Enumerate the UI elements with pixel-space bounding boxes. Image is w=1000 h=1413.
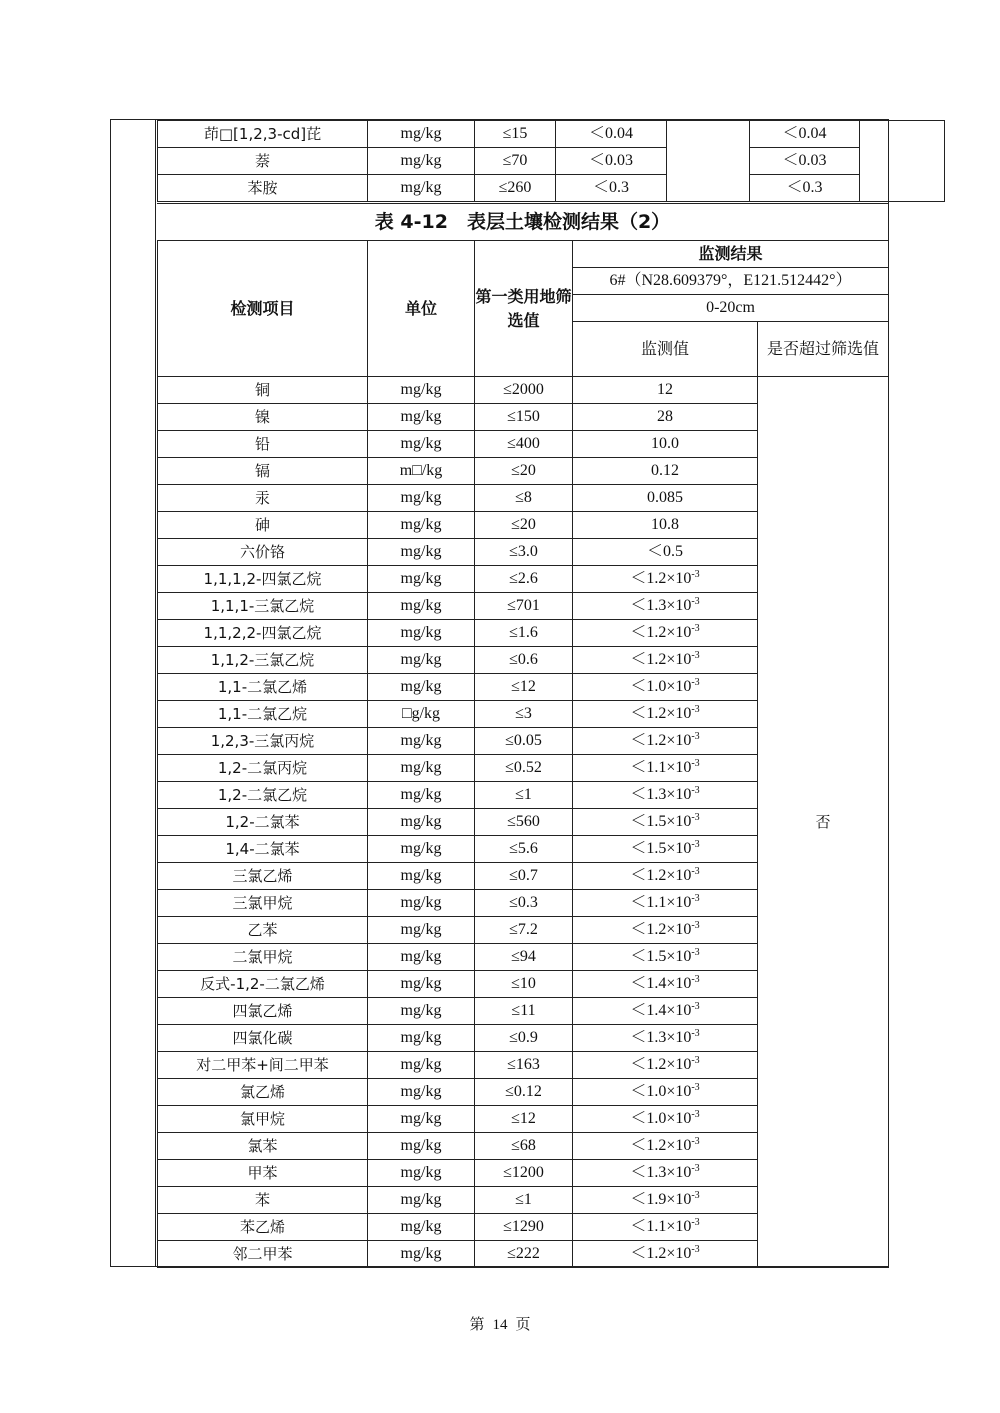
empty-cell [667, 121, 750, 202]
value-exponent: -3 [691, 1001, 700, 1012]
value-text: ＜1.0×10 [630, 1083, 692, 1100]
value-exponent: -3 [691, 569, 700, 580]
unit-cell: mg/kg [368, 1079, 475, 1106]
value-text: ＜1.2×10 [630, 651, 692, 668]
unit-cell: mg/kg [368, 674, 475, 701]
limit-cell: ≤20 [475, 512, 573, 539]
value-text: 10.8 [651, 516, 679, 533]
limit-cell: ≤11 [475, 998, 573, 1025]
unit-cell: mg/kg [368, 593, 475, 620]
value-cell [573, 836, 758, 863]
value-exponent: -3 [691, 974, 700, 985]
value-cell [573, 782, 758, 809]
value-exponent: -3 [691, 893, 700, 904]
unit-cell: mg/kg [368, 539, 475, 566]
item-cell: 甲苯 [158, 1160, 368, 1187]
limit-cell: ≤1.6 [475, 620, 573, 647]
unit-cell: mg/kg [368, 1106, 475, 1133]
item-cell: 1,1,2-三氯乙烷 [158, 647, 368, 674]
limit-cell: ≤0.05 [475, 728, 573, 755]
value-cell [573, 431, 758, 458]
value-cell [573, 512, 758, 539]
item-cell: 乙苯 [158, 917, 368, 944]
item-cell: 苯乙烯 [158, 1214, 368, 1241]
value-text: ＜1.5×10 [630, 813, 692, 830]
value-exponent: -3 [691, 677, 700, 688]
limit-cell: ≤1 [475, 1187, 573, 1214]
value-text: ＜1.4×10 [630, 1002, 692, 1019]
value-text: ＜1.2×10 [630, 1056, 692, 1073]
limit-cell: ≤0.6 [475, 647, 573, 674]
value-text: ＜1.3×10 [630, 1029, 692, 1046]
value-cell [573, 1160, 758, 1187]
unit-cell: m□/kg [368, 458, 475, 485]
value-cell: ＜0.03 [556, 148, 667, 175]
value-text: ＜1.2×10 [630, 921, 692, 938]
value-cell: ＜0.03 [750, 148, 860, 175]
limit-cell: ≤68 [475, 1133, 573, 1160]
value-text: 0.12 [651, 462, 679, 479]
unit-cell: mg/kg [368, 485, 475, 512]
limit-cell: ≤12 [475, 1106, 573, 1133]
unit-cell: mg/kg [368, 998, 475, 1025]
header-limit: 第一类用地筛选值 [475, 241, 573, 377]
unit-cell: mg/kg [368, 917, 475, 944]
unit-cell: mg/kg [368, 836, 475, 863]
item-cell: 氯甲烷 [158, 1106, 368, 1133]
limit-cell: ≤150 [475, 404, 573, 431]
value-cell [573, 944, 758, 971]
unit-cell: mg/kg [368, 1052, 475, 1079]
value-cell [573, 998, 758, 1025]
unit-cell: mg/kg [368, 566, 475, 593]
value-cell [573, 1214, 758, 1241]
value-exponent: -3 [691, 812, 700, 823]
limit-cell: ≤3.0 [475, 539, 573, 566]
item-cell: 镍 [158, 404, 368, 431]
value-exponent: -3 [691, 785, 700, 796]
limit-cell: ≤701 [475, 593, 573, 620]
value-cell [573, 728, 758, 755]
value-exponent: -3 [691, 947, 700, 958]
limit-cell: ≤94 [475, 944, 573, 971]
value-text: 12 [657, 381, 673, 398]
table-row [158, 121, 945, 148]
value-exponent: -3 [691, 623, 700, 634]
value-cell [573, 539, 758, 566]
value-exponent: -3 [691, 1109, 700, 1120]
item-cell: 氯苯 [158, 1133, 368, 1160]
unit-cell: mg/kg [368, 1160, 475, 1187]
item-cell: 二氯甲烷 [158, 944, 368, 971]
continued-table [157, 120, 945, 202]
value-exponent: -3 [691, 1136, 700, 1147]
header-item: 检测项目 [158, 241, 368, 377]
unit-cell: mg/kg [368, 121, 475, 148]
item-cell: 苯胺 [158, 175, 368, 202]
value-cell [573, 458, 758, 485]
unit-cell: mg/kg [368, 431, 475, 458]
value-text: ＜1.2×10 [630, 705, 692, 722]
unit-cell: mg/kg [368, 971, 475, 998]
item-cell: 四氯化碳 [158, 1025, 368, 1052]
value-text: ＜1.2×10 [630, 624, 692, 641]
value-cell [573, 647, 758, 674]
item-cell: 萘 [158, 148, 368, 175]
value-exponent: -3 [691, 1028, 700, 1039]
value-text: ＜1.5×10 [630, 948, 692, 965]
value-exponent: -3 [691, 731, 700, 742]
unit-cell: mg/kg [368, 512, 475, 539]
value-text: 28 [657, 408, 673, 425]
value-cell [573, 674, 758, 701]
table-row [158, 377, 889, 404]
value-cell [573, 863, 758, 890]
value-text: ＜1.2×10 [630, 1245, 692, 1262]
limit-cell: ≤1 [475, 782, 573, 809]
value-text: ＜1.4×10 [630, 975, 692, 992]
value-exponent: -3 [691, 1163, 700, 1174]
value-exponent: -3 [691, 839, 700, 850]
limit-cell: ≤10 [475, 971, 573, 998]
limit-cell: ≤0.52 [475, 755, 573, 782]
limit-cell: ≤20 [475, 458, 573, 485]
unit-cell: mg/kg [368, 647, 475, 674]
value-cell [573, 1025, 758, 1052]
limit-cell: ≤0.7 [475, 863, 573, 890]
value-exponent: -3 [691, 866, 700, 877]
value-text: ＜1.2×10 [630, 570, 692, 587]
limit-cell: ≤70 [475, 148, 556, 175]
unit-cell: mg/kg [368, 404, 475, 431]
value-cell [573, 1187, 758, 1214]
limit-cell: ≤0.3 [475, 890, 573, 917]
value-exponent: -3 [691, 1190, 700, 1201]
table-row [158, 175, 945, 202]
unit-cell: mg/kg [368, 755, 475, 782]
item-cell: 1,1,1,2-四氯乙烷 [158, 566, 368, 593]
unit-cell: mg/kg [368, 728, 475, 755]
exceed-cell: 否 [758, 377, 889, 1268]
header-exceed: 是否超过筛选值 [758, 322, 889, 377]
header-value: 监测值 [573, 322, 758, 377]
unit-cell: mg/kg [368, 944, 475, 971]
unit-cell: mg/kg [368, 1025, 475, 1052]
item-cell: 汞 [158, 485, 368, 512]
item-cell: 邻二甲苯 [158, 1241, 368, 1268]
limit-cell: ≤400 [475, 431, 573, 458]
item-cell: 三氯乙烯 [158, 863, 368, 890]
item-cell: 苯 [158, 1187, 368, 1214]
limit-cell: ≤2000 [475, 377, 573, 404]
value-exponent: -3 [691, 650, 700, 661]
limit-cell: ≤1290 [475, 1214, 573, 1241]
value-cell [573, 1133, 758, 1160]
unit-cell: mg/kg [368, 377, 475, 404]
value-cell [573, 755, 758, 782]
value-cell [573, 404, 758, 431]
unit-cell: mg/kg [368, 1187, 475, 1214]
item-cell: 1,1,1-三氯乙烷 [158, 593, 368, 620]
limit-cell: ≤12 [475, 674, 573, 701]
item-cell: 1,4-二氯苯 [158, 836, 368, 863]
item-cell: 氯乙烯 [158, 1079, 368, 1106]
value-exponent: -3 [691, 1055, 700, 1066]
unit-cell: mg/kg [368, 890, 475, 917]
value-cell [573, 971, 758, 998]
unit-cell: mg/kg [368, 1241, 475, 1268]
unit-cell: mg/kg [368, 620, 475, 647]
unit-cell: mg/kg [368, 148, 475, 175]
unit-cell: mg/kg [368, 175, 475, 202]
value-text: ＜0.5 [646, 543, 683, 560]
value-cell [573, 620, 758, 647]
value-text: ＜1.2×10 [630, 867, 692, 884]
value-text: ＜1.3×10 [630, 597, 692, 614]
footer-prefix: 第 [469, 1317, 485, 1333]
table-row [158, 148, 945, 175]
page-number: 14 [492, 1317, 508, 1333]
results-table [157, 240, 889, 1268]
item-cell: 1,1,2,2-四氯乙烷 [158, 620, 368, 647]
limit-cell: ≤5.6 [475, 836, 573, 863]
item-cell: 四氯乙烯 [158, 998, 368, 1025]
value-cell [573, 1079, 758, 1106]
value-text: ＜1.0×10 [630, 678, 692, 695]
empty-cell [860, 121, 945, 202]
value-cell [573, 890, 758, 917]
value-text: ＜1.1×10 [630, 894, 692, 911]
item-cell: 1,1-二氯乙烷 [158, 701, 368, 728]
item-cell: 镉 [158, 458, 368, 485]
unit-cell: mg/kg [368, 1133, 475, 1160]
limit-cell: ≤0.12 [475, 1079, 573, 1106]
value-text: ＜1.2×10 [630, 732, 692, 749]
value-text: ＜1.1×10 [630, 1218, 692, 1235]
item-cell: 1,2,3-三氯丙烷 [158, 728, 368, 755]
limit-cell: ≤1200 [475, 1160, 573, 1187]
item-cell: 1,2-二氯苯 [158, 809, 368, 836]
header-point: 6#（N28.609379°，E121.512442°） [573, 268, 889, 295]
item-cell: 1,2-二氯乙烷 [158, 782, 368, 809]
value-text: ＜1.2×10 [630, 1137, 692, 1154]
value-text: ＜1.0×10 [630, 1110, 692, 1127]
item-cell: 铜 [158, 377, 368, 404]
limit-cell: ≤2.6 [475, 566, 573, 593]
value-cell: ＜0.3 [750, 175, 860, 202]
unit-cell: mg/kg [368, 1214, 475, 1241]
value-cell: ＜0.3 [556, 175, 667, 202]
item-cell: 砷 [158, 512, 368, 539]
footer-suffix: 页 [515, 1317, 531, 1333]
value-cell [573, 377, 758, 404]
value-text: ＜1.5×10 [630, 840, 692, 857]
value-cell: ＜0.04 [556, 121, 667, 148]
header-depth: 0-20cm [573, 295, 889, 322]
value-exponent: -3 [691, 920, 700, 931]
unit-cell: mg/kg [368, 782, 475, 809]
value-text: 0.085 [647, 489, 683, 506]
value-exponent: -3 [691, 596, 700, 607]
unit-cell: □g/kg [368, 701, 475, 728]
unit-cell: mg/kg [368, 863, 475, 890]
value-text: 10.0 [651, 435, 679, 452]
value-text: ＜1.3×10 [630, 786, 692, 803]
value-exponent: -3 [691, 1082, 700, 1093]
value-cell [573, 701, 758, 728]
value-exponent: -3 [691, 704, 700, 715]
header-unit: 单位 [368, 241, 475, 377]
item-cell: 反式-1,2-二氯乙烯 [158, 971, 368, 998]
limit-cell: ≤3 [475, 701, 573, 728]
value-text: ＜1.1×10 [630, 759, 692, 776]
value-exponent: -3 [691, 758, 700, 769]
value-cell [573, 566, 758, 593]
limit-cell: ≤8 [475, 485, 573, 512]
value-cell: ＜0.04 [750, 121, 860, 148]
header-result: 监测结果 [573, 241, 889, 268]
limit-cell: ≤260 [475, 175, 556, 202]
value-text: ＜1.3×10 [630, 1164, 692, 1181]
item-cell: 1,2-二氯丙烷 [158, 755, 368, 782]
value-cell [573, 1052, 758, 1079]
item-cell: 1,1-二氯乙烯 [158, 674, 368, 701]
limit-cell: ≤560 [475, 809, 573, 836]
value-cell [573, 917, 758, 944]
item-cell: 六价铬 [158, 539, 368, 566]
item-cell: 对二甲苯+间二甲苯 [158, 1052, 368, 1079]
value-cell [573, 809, 758, 836]
value-exponent: -3 [691, 1217, 700, 1228]
limit-cell: ≤7.2 [475, 917, 573, 944]
item-cell: 三氯甲烷 [158, 890, 368, 917]
table-title: 表 4-12 表层土壤检测结果（2） [157, 203, 888, 241]
limit-cell: ≤222 [475, 1241, 573, 1268]
limit-cell: ≤163 [475, 1052, 573, 1079]
limit-cell: ≤0.9 [475, 1025, 573, 1052]
item-cell: 铅 [158, 431, 368, 458]
page-footer [0, 1313, 1000, 1334]
value-text: ＜1.9×10 [630, 1191, 692, 1208]
item-cell: 茚□[1,2,3-cd]芘 [158, 121, 368, 148]
value-cell [573, 1106, 758, 1133]
value-exponent: -3 [691, 1244, 700, 1255]
value-cell [573, 593, 758, 620]
value-cell [573, 1241, 758, 1268]
value-cell [573, 485, 758, 512]
unit-cell: mg/kg [368, 809, 475, 836]
limit-cell: ≤15 [475, 121, 556, 148]
